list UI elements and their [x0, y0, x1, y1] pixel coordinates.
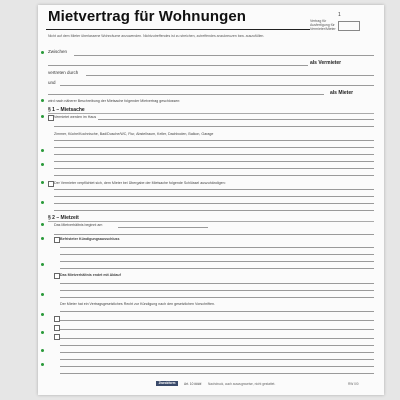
landlord-line-2[interactable]	[48, 65, 308, 66]
section-1-checkbox[interactable]	[48, 115, 54, 121]
document-title: Mietvertrag für Wohnungen	[48, 8, 247, 25]
margin-marker	[41, 237, 44, 240]
margin-marker	[41, 263, 44, 266]
termination-note: Der Mieter hat ein Vertragsgesetzliches Recht zur Kündigung nach den gesetzlichen Vorschriften.	[60, 302, 216, 306]
section-1-line-9[interactable]	[54, 189, 374, 190]
section-2-line-1[interactable]	[54, 234, 374, 235]
tenant-line-2[interactable]	[48, 94, 324, 95]
section-2-rule	[48, 221, 374, 222]
margin-marker	[41, 201, 44, 204]
footer-code: RW 0/0	[348, 382, 359, 386]
section-2-line-6[interactable]	[60, 283, 374, 284]
margin-marker	[41, 149, 44, 152]
margin-marker	[41, 363, 44, 366]
option-5-checkbox[interactable]	[54, 334, 60, 340]
section-1-line-4[interactable]	[54, 147, 374, 148]
section-2-line-5[interactable]	[60, 268, 374, 269]
section-2-line-15[interactable]	[60, 359, 374, 360]
title-rule	[46, 29, 310, 30]
section-1-line-8[interactable]	[54, 175, 374, 176]
margin-marker	[41, 313, 44, 316]
margin-marker	[41, 163, 44, 166]
margin-marker	[41, 115, 44, 118]
top-note: Nicht auf dem Mieter überlassene Wohnräume anzuwenden. Nichtzutreffendes ist zu streichen, zutreffendes anzukreuzen bzw. auszufüllen.	[48, 34, 265, 38]
section-1-line-12[interactable]	[54, 210, 374, 211]
ausfertigung-label: Vertrag für Ausfertigung für Vermieter/Mieter	[310, 19, 336, 31]
between-label: Zwischen	[48, 49, 68, 54]
represented-by-label: vertreten durch	[48, 70, 79, 75]
section-1-line-3[interactable]	[54, 140, 374, 141]
landlord-line-1[interactable]	[74, 55, 374, 56]
option-2-label: Das Mietverhältnis endet mit Ablauf	[60, 273, 121, 277]
section-2-line-9[interactable]	[60, 311, 374, 312]
page-number-box	[338, 21, 360, 31]
section-1-line-5[interactable]	[54, 154, 374, 155]
section-2-line-2[interactable]	[60, 247, 374, 248]
section-1-line-10[interactable]	[54, 196, 374, 197]
option-1-label: Befristeter Kündigungsausschluss	[60, 237, 120, 241]
option-3-checkbox[interactable]	[54, 316, 60, 322]
section-2-heading: § 2 – Mietzeit	[48, 215, 79, 221]
option-2-checkbox[interactable]	[54, 273, 60, 279]
contract-page	[38, 5, 384, 395]
margin-marker	[41, 51, 44, 54]
section-2-line-10[interactable]	[60, 320, 374, 321]
section-2-line-3[interactable]	[60, 254, 374, 255]
section-1-address-line[interactable]	[98, 119, 374, 120]
tenancy-start-line[interactable]	[118, 227, 208, 228]
margin-marker	[41, 349, 44, 352]
product-number: Art. 10 ####	[184, 382, 202, 386]
page-number: 1	[338, 12, 341, 18]
tenant-role: als Mieter	[330, 90, 354, 96]
option-1-checkbox[interactable]	[54, 237, 60, 243]
representative-line[interactable]	[86, 75, 374, 76]
section-2-line-11[interactable]	[60, 329, 374, 330]
tenancy-start-text: Das Mietverhältnis beginnt am	[54, 223, 103, 227]
landlord-role: als Vermieter	[310, 60, 342, 66]
section-1-line-6[interactable]	[54, 161, 374, 162]
margin-marker	[41, 223, 44, 226]
section-1-line-7[interactable]	[54, 168, 374, 169]
brand-logo: Zweckform	[156, 381, 178, 386]
section-2-line-14[interactable]	[60, 352, 374, 353]
footer-text: Nachdruck, auch auszugsweise, nicht gestattet.	[208, 382, 276, 386]
section-1-heading: § 1 – Mietsache	[48, 107, 85, 113]
section-2-line-17[interactable]	[60, 373, 374, 374]
agreement-text: wird nach näherer Beschreibung der Mietsache folgender Mietvertrag geschlossen:	[48, 99, 181, 103]
and-label: und	[48, 80, 56, 85]
section-2-line-4[interactable]	[60, 261, 374, 262]
keys-text: Der Vermieter verpflichtet sich, dem Mieter bei Übergabe der Mietsache folgende Schlüssel auszuhändigen:	[54, 181, 226, 185]
tenant-line-1[interactable]	[60, 85, 374, 86]
option-4-checkbox[interactable]	[54, 325, 60, 331]
margin-marker	[41, 293, 44, 296]
section-2-checkbox[interactable]	[48, 181, 54, 187]
section-1-rule	[48, 113, 374, 114]
section-2-line-16[interactable]	[60, 366, 374, 367]
section-1-intro: Vermietet werden im Haus	[54, 115, 97, 119]
section-1-line-11[interactable]	[54, 203, 374, 204]
section-2-line-8[interactable]	[60, 297, 374, 298]
section-2-line-13[interactable]	[60, 345, 374, 346]
margin-marker	[41, 99, 44, 102]
margin-marker	[41, 331, 44, 334]
rooms-text: Zimmer, Küche/Kochnische, Bad/Dusche/WC, Flur, Abstellraum, Keller, Dachboden, Balkon, Garage	[54, 132, 214, 136]
margin-marker	[41, 181, 44, 184]
section-1-line-2[interactable]	[54, 126, 374, 127]
section-2-line-12[interactable]	[60, 338, 374, 339]
section-2-line-7[interactable]	[60, 290, 374, 291]
